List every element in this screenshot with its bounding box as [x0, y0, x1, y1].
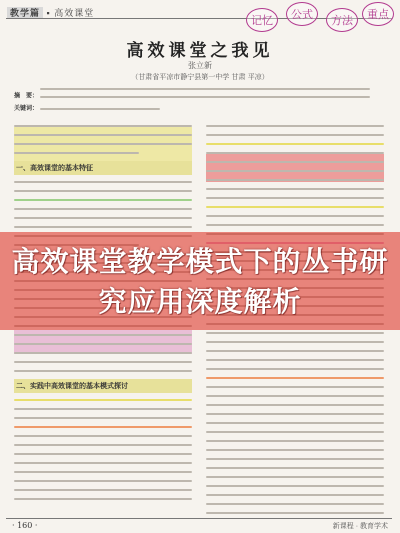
- article-affiliation: （甘肃省平凉市静宁县第一中学 甘肃 平凉）: [131, 73, 269, 81]
- stamp-4: 重点: [362, 2, 394, 26]
- abstract-text: [40, 88, 370, 104]
- section-label: 教学篇: [7, 7, 43, 19]
- stamp-1: 记忆: [246, 8, 278, 32]
- article-title: 高效课堂之我见: [126, 41, 274, 61]
- abstract-block: [14, 88, 386, 114]
- section-heading: 一、高效课堂的基本特征: [14, 161, 192, 175]
- stamp-3: 方法: [326, 8, 358, 32]
- running-header: 教学篇 ▪ 高效课堂: [7, 6, 94, 19]
- footer-rule: [6, 518, 392, 519]
- abstract-label: 摘 要：: [14, 92, 39, 100]
- stamp-2: 公式: [286, 2, 318, 26]
- keywords-label: 关键词：: [14, 105, 39, 112]
- article-author: 张立新: [188, 61, 212, 70]
- journal-name: 新课程 · 教育学术: [332, 523, 388, 530]
- section-heading: 二、实践中高效课堂的基本模式探讨: [14, 379, 192, 393]
- headline-text: 高效课堂教学模式下的丛书研究应用深度解析: [11, 245, 389, 318]
- subsection-label: 高效课堂: [54, 8, 95, 18]
- page-number: · 160 ·: [12, 521, 38, 530]
